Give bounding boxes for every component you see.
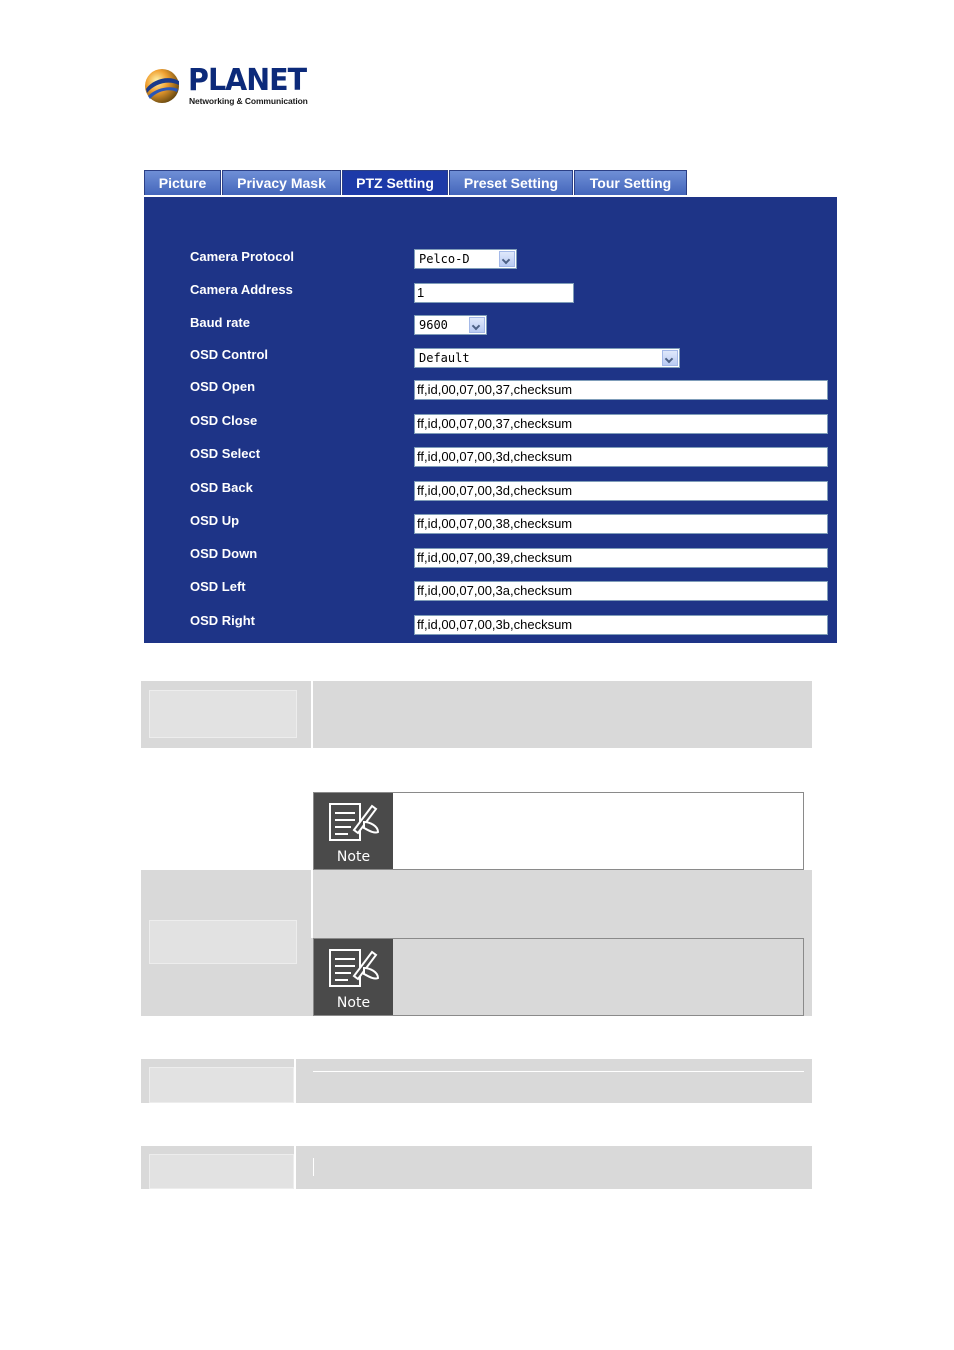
- camera-protocol-label: Camera Protocol: [190, 249, 295, 264]
- notepad-pen-icon: [326, 800, 382, 844]
- note-box: [313, 792, 804, 870]
- osd-down-label: OSD Down: [190, 546, 258, 561]
- brand-name: PLANET: [188, 63, 307, 98]
- tab-preset-setting[interactable]: Preset Setting: [449, 170, 573, 195]
- camera-protocol-value: Pelco-D: [419, 252, 470, 266]
- note-label: Note: [336, 849, 371, 865]
- osd-control-value: Default: [419, 351, 470, 365]
- table-cell-empty: [149, 1154, 294, 1189]
- osd-close-label: OSD Close: [190, 413, 258, 428]
- note-box: [313, 938, 804, 1016]
- osd-left-input[interactable]: ff,id,00,07,00,3a,checksum: [414, 581, 828, 601]
- planet-logo: [143, 63, 313, 110]
- cell-rule: [313, 1071, 804, 1072]
- osd-control-label: OSD Control: [190, 347, 268, 362]
- osd-up-input[interactable]: ff,id,00,07,00,38,checksum: [414, 514, 828, 534]
- osd-up-label: OSD Up: [190, 513, 240, 528]
- osd-select-input[interactable]: ff,id,00,07,00,3d,checksum: [414, 447, 828, 467]
- osd-open-input[interactable]: ff,id,00,07,00,37,checksum: [414, 380, 828, 400]
- note-label: Note: [336, 995, 371, 1011]
- note-icon: [314, 793, 393, 869]
- osd-control-select[interactable]: [414, 348, 680, 368]
- column-divider: [294, 1146, 296, 1189]
- baud-rate-select[interactable]: [414, 315, 487, 335]
- osd-close-input[interactable]: ff,id,00,07,00,37,checksum: [414, 414, 828, 434]
- globe-icon: [143, 67, 181, 105]
- tab-tour-setting[interactable]: Tour Setting: [574, 170, 687, 195]
- tab-ptz-setting[interactable]: PTZ Setting: [342, 170, 448, 195]
- baud-rate-value: 9600: [419, 318, 448, 332]
- column-divider: [311, 681, 313, 748]
- osd-right-input[interactable]: ff,id,00,07,00,3b,checksum: [414, 615, 828, 635]
- camera-address-label: Camera Address: [190, 282, 293, 297]
- baud-rate-label: Baud rate: [190, 315, 250, 330]
- camera-address-input[interactable]: 1: [414, 283, 574, 303]
- chevron-down-icon[interactable]: [469, 317, 485, 333]
- osd-down-input[interactable]: ff,id,00,07,00,39,checksum: [414, 548, 828, 568]
- table-cell-empty: [149, 920, 297, 964]
- osd-right-label: OSD Right: [190, 613, 255, 628]
- ptz-settings-panel: [144, 197, 837, 643]
- osd-back-input[interactable]: ff,id,00,07,00,3d,checksum: [414, 481, 828, 501]
- tab-picture[interactable]: Picture: [144, 170, 221, 195]
- column-divider: [311, 870, 313, 938]
- chevron-down-icon[interactable]: [662, 350, 678, 366]
- column-divider: [294, 1059, 296, 1103]
- settings-tabs: [144, 170, 688, 195]
- brand-tagline: Networking & Communication: [189, 96, 308, 106]
- notepad-pen-icon: [326, 946, 382, 990]
- tab-privacy-mask[interactable]: Privacy Mask: [222, 170, 341, 195]
- osd-left-label: OSD Left: [190, 579, 246, 594]
- camera-protocol-select[interactable]: [414, 249, 517, 269]
- note-icon: [314, 939, 393, 1015]
- table-cell-empty: [149, 1067, 294, 1103]
- osd-select-label: OSD Select: [190, 446, 261, 461]
- osd-back-label: OSD Back: [190, 480, 253, 495]
- osd-open-label: OSD Open: [190, 379, 256, 394]
- chevron-down-icon[interactable]: [499, 251, 515, 267]
- cell-rule: [313, 1158, 314, 1176]
- table-cell-empty: [149, 690, 297, 738]
